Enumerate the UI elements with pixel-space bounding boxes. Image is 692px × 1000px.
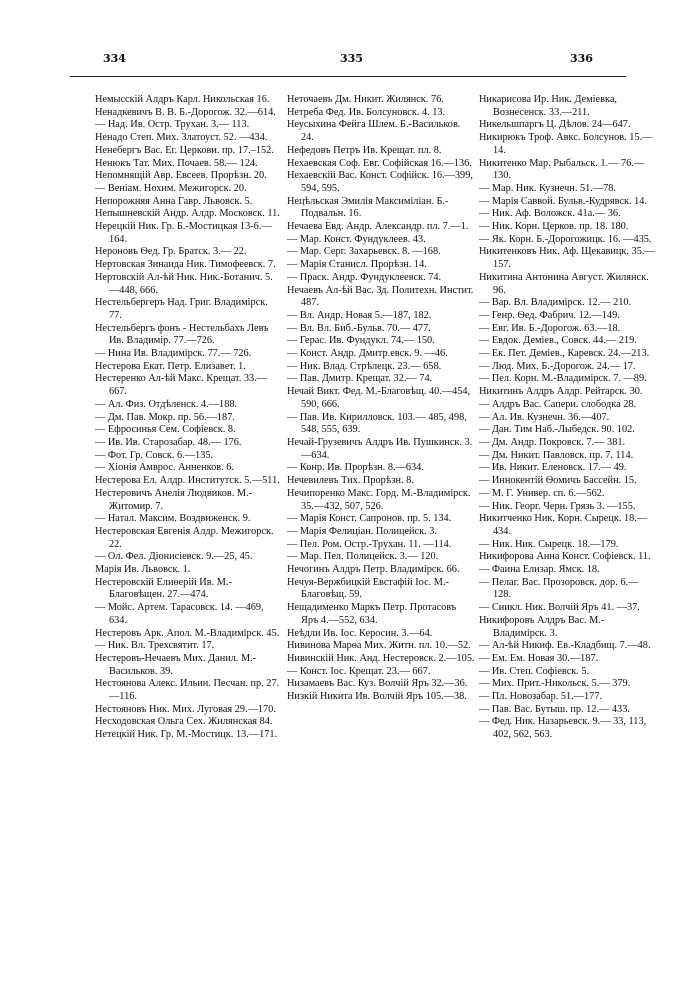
directory-entry: Нечай-Грузевичъ Алдръ Ив. Пушкинск. 3.—634. [287,436,473,461]
column-2 [287,94,475,704]
directory-entry: Нивинскій Ник. Анд. Нестеровск. 2.—105. [287,652,475,664]
directory-entry: Ненадкевичъ В. В. Б.-Дорогож. 32.—614. [95,106,276,118]
directory-entry: Нертовскій Ал-ѣй Ник. Ник.-Ботанич. 5.—448, 666. [95,271,273,296]
directory-entry: — Марія Фелиціан. Полицейск. 3. [287,525,438,537]
directory-entry: Неусыхина Фейга Шлем. Б.-Васильков. 24. [287,119,461,144]
directory-entry: — Ник. Вл. Трехсвятит. 17. [95,640,215,652]
directory-entry: Нертовская Зинаида Ник. Тимофеевск. 7. [95,259,276,271]
directory-entry: — Дан. Тим Наб.-Лыбедск. 90. 102. [479,424,635,436]
directory-entry: Нестеровъ Арк. Апол. М.-Владимірск. 45. [95,627,280,639]
directory-entry: — Иннокентій Ѳомичъ Бассейн. 15. [479,475,637,487]
directory-entry: — Сиикл. Ник. Волчій Яръ 41. —37. [479,602,640,614]
directory-entry: Нещадименко Маркъ Петр. Протасовъ Яръ 4.—552, 634. [287,602,457,626]
directory-entry: Нечаева Евд. Андр. Александр. пл. 7.—1. [287,221,469,233]
directory-entry: — Люд. Мих. Б.-Дорогож. 24.— 17. [479,360,636,372]
directory-entry: Нечаевъ Ал-ѣй Вас. Зд. Политехн. Инстит. 487. [287,284,474,309]
directory-entry: — Ол. Фел. Діонисіевск. 9.—25, 45. [95,551,253,563]
directory-entry: — Нина Ив. Владимірск. 77.— 726. [95,348,252,360]
directory-entry: — Праск. Андр. Фундуклеевск. 74. [287,271,442,283]
directory-entry: Никифорова Анна Конст. Софіевск. 11. [479,551,651,563]
directory-entry: Непышневскій Андр. Алдр. Московск. 11. [95,208,280,220]
directory-entry: — Пав. Вас. Бутыш. пр. 12.— 433. [479,703,630,715]
directory-entry: Непорожняя Анна Гавр. Львовск. 5. [95,195,253,207]
page-number-left: 334 [103,52,126,65]
directory-entry: Никирюкъ Троф. Авкс. Болсунов. 15.—14. [479,132,653,156]
directory-entry: Нечипоренко Макс. Горд. М.-Владимірск. 35.—432, 507, 526. [287,487,471,512]
directory-entry: Нестояновъ Ник. Мих. Луговая 29.—170. [95,703,276,715]
directory-entry: Нефедовъ Петръ Ив. Крещат. пл. 8. [287,144,442,156]
directory-entry: Ненебергъ Вас. Ег. Церкови. пр. 17.–152. [95,144,274,156]
directory-entry: Нехаевская Соф. Евг. Софійская 16.—136. [287,157,472,169]
directory-entry: — М. Г. Универ. сп. 6.—562. [479,487,605,499]
directory-entry: — Евдок. Деміев., Совск. 44.— 219. [479,335,637,347]
directory-entry: — Дм. Никит. Павловск. пр. 7. 114. [479,449,634,461]
directory-entry: — Ек. Пет. Деміев., Каревск. 24.—213. [479,348,650,360]
directory-entry: — Марія Станисл. Прорѣзн. 14. [287,259,427,271]
directory-entry: Никитенковъ Ник. Аф. Щекавицк. 35.—157. [479,246,655,271]
directory-entry: Нестеровичъ Анелія Людвиков. М.-Житомир. 7. [95,487,253,512]
directory-entry: — Пелаг. Вас. Прозоровск. дор. 6.—128. [479,576,639,601]
directory-entry: — Вл. Андр. Новая 5.—187, 182. [287,309,432,321]
directory-entry: Низамаевъ Вас. Куз. Волчій Яръ 32.—36. [287,678,468,690]
directory-entry: Непомнящій Авр. Евсеев. Прорѣзн. 20. [95,170,267,182]
directory-entry: Никитенко Мар. Рыбальск. 1.— 76.—130. [479,157,645,182]
column-3 [479,94,655,742]
directory-entry: — Конст. Андр. Дмитр.евск. 9. —46. [287,348,448,360]
directory-entry: — Ал-ѣй Никиф. Ев.-Кладбищ. 7.—48. [479,640,651,652]
directory-entry: — Дм. Андр. Покровск. 7.— 381. [479,436,626,448]
directory-entry: Нестеровскій Елиѳерій Ив. М.-Благовѣщен. 27.—474. [95,576,232,601]
directory-entry: — Над. Ив. Остр. Трухан. 3.— 113. [95,119,250,131]
directory-entry: — Ал. Физ. Отдѣленск. 4.—188. [95,398,238,410]
directory-entry: Никитинъ Алдръ Алдр. Рейтарск. 30. [479,386,643,398]
directory-entry: Ненадо Степ. Мих. Златоуст. 52. —434. [95,132,268,144]
directory-entry: Нечай Викт. Фед. М.-Благовѣщ. 40.—454, 590, 666. [287,386,471,410]
page-number-right: 336 [570,52,593,65]
directory-entry: Нечевилевъ Тих. Прорѣзн. 8. [287,475,414,487]
directory-entry: — Ник. Аф. Воложск. 41а.— 36. [479,208,621,220]
directory-entry: — Марія Конст. Сапронов. пр. 5. 134. [287,513,452,525]
directory-entry: Нецѣльская Эмилія Максиміліан. Б.-Подвальн. 16. [287,195,449,220]
directory-entry: — Фаина Елизар. Ямск. 18. [479,564,600,576]
directory-entry: Никарисова Ир. Ник. Деміевка, Вознесенск. 33.—211. [479,94,617,118]
directory-entry: — Пав. Ив. Кирилловск. 103.— 485, 498, 548, 555, 639. [287,411,467,436]
directory-entry: — Мих. Прит.-Никольск. 5.— 379. [479,678,631,690]
directory-entry: Неѣдли Ив. Іос. Керосин. 3.—64. [287,627,433,639]
directory-entry: — Фот. Гр. Совск. 6.—135. [95,449,214,461]
directory-entry: — Герас. Ив. Фундукл. 74.— 150. [287,335,435,347]
directory-entry: — Ем. Ем. Новая 30.—187. [479,652,599,664]
directory-entry: — Мойс. Артем. Тарасовск. 14. —469, 634. [95,602,264,626]
directory-entry: — Алдръ Вас. Сапери. слободка 28. [479,398,637,410]
directory-entry: — Мар. Пел. Полицейск. 3.— 120. [287,551,439,563]
column-1 [95,94,283,742]
directory-entry: — Фед. Ник. Назарьевск. 9.— 33, 113, 402, 562, 563. [479,716,647,741]
page-number-center: 335 [340,52,363,65]
directory-entry: Никитина Антонина Август. Жилянск. 96. [479,271,649,296]
directory-entry: — Мар. Серг. Захарьевск. 8. —168. [287,246,441,258]
directory-entry: — Ник. Корн. Церков. пр. 18. 180. [479,221,629,233]
directory-entry: Нерецкій Ник. Гр. Б.-Мостицкая 13-6.—164. [95,221,272,245]
directory-entry: — Евг. Ив. Б.-Дорогож. 63.—18. [479,322,621,334]
directory-entry: Ненюкъ Тат. Мих. Почаев. 58.— 124. [95,157,258,169]
directory-entry: Несходовская Ольга Сех. Жилянская 84. [95,716,273,728]
directory-entry: — Ник. Влад. Стрѣлецк. 23.— 658. [287,360,442,372]
directory-entry: — Ив. Ив. Старозабар. 48.— 176. [95,436,242,448]
directory-entry: Нечогинъ Алдръ Петр. Владимірск. 66. [287,564,460,576]
directory-entry: Нетреба Фед. Ив. Болсуновск. 4. 13. [287,106,446,118]
directory-entry: Марія Ив. Львовск. 1. [95,564,191,576]
directory-entry: Немысскій Алдръ Карл. Никольская 16. [95,94,270,105]
directory-entry: — Пл. Новозабар. 51.—177. [479,691,603,703]
directory-entry: Нероновъ Ѳед. Гр. Братск. 3.— 22. [95,246,247,258]
directory-entry: — Ефросинья Сем. Софіевск. 8. [95,424,236,436]
directory-entry: — Мар. Конст. Фундуклеев. 43. [287,233,426,245]
directory-entry: Нестерова Екат. Петр. Елизавет. 1. [95,360,246,372]
directory-entry: — Ив. Никит. Еленовск. 17.— 49. [479,462,627,474]
directory-entry: — Вл. Вл. Биб.-Бульв. 70.— 477. [287,322,431,334]
directory-entry: — Хіонія Амврос. Анненков. 6. [95,462,234,474]
directory-entry: Нестеровская Евгенія Алдр. Межигорск. 22. [95,525,274,550]
directory-entry: — Марія Саввой. Бульв.-Кудрявск. 14. [479,195,647,207]
directory-entry: Нечуя-Вержбицкій Евстафій Іос. М.-Благовѣщ. 59. [287,576,449,601]
directory-entry: — Дм. Пав. Мокр. пр. 56.—187. [95,411,235,423]
header-rule [70,76,626,77]
directory-entry: Низкій Никита Ив. Волчій Яръ 105.—38. [287,691,467,703]
directory-entry: Нестерова Ел. Алдр. Институтск. 5.—511. [95,475,280,487]
directory-entry: — Ал. Ив. Кузнечн. 36.—407. [479,411,610,423]
directory-entry: — Пел. Ром. Остр.-Трухан. 11. —114. [287,538,452,550]
directory-entry: Нетецкій Ник. Гр. М.-Мостицк. 13.—171. [95,729,278,741]
directory-entry: — Генр. Ѳед. Фабрич. 12.—149. [479,309,620,321]
directory-entry: — Ник. Ник. Сырецк. 18.—179. [479,538,619,550]
directory-entry: — Мар. Ник. Кузнечн. 51.—78. [479,182,617,194]
directory-entry: — Конр. Ив. Прорѣзн. 8.—634. [287,462,424,474]
directory-entry: — Вар. Вл. Владимірск. 12.— 210. [479,297,632,309]
directory-entry: — Пав. Дмитр. Крещат. 32.— 74. [287,373,433,385]
directory-entry: — Пел. Корн. М.-Владимірск. 7. —89. [479,373,647,385]
directory-entry: Неточаевъ Дм. Никит. Жилянск. 76. [287,94,444,105]
directory-entry: — Ив. Степ. Софіевск. 5. [479,665,590,677]
directory-entry: Никитченко Ник. Корн. Сырецк. 18.—434. [479,513,648,537]
directory-entry: Нестеровъ-Нечаевъ Мих. Данил. М.-Васильков. 39. [95,652,257,677]
directory-entry: Нестеренко Ал-ѣй Макс. Крещат. 33.—667. [95,373,268,398]
directory-entry: Никифоровъ Алдръ Вас. М.-Владимірск. 3. [479,614,605,639]
directory-entry: — Як. Корн. Б.-Дорогожицк. 16. —435. [479,233,652,245]
directory-entry: Нивинова Марѳа Мих. Житн. пл. 10.—52. [287,640,471,652]
directory-entry: — Ник. Георг. Черн. Грязь 3. —155. [479,500,636,512]
directory-entry: — Натал. Максим. Воздвиженск. 9. [95,513,251,525]
directory-entry: Нехаевскій Вас. Конст. Софійск. 16.—399, 594, 595. [287,170,473,194]
directory-entry: Нестельбергъ фонъ - Нестельбахъ Левъ Ив. Владимір. 77.—726. [95,322,269,347]
directory-entry: — Веніам. Нохим. Межигорск. 20. [95,182,247,194]
directory-entry: Нестельбергеръ Над. Григ. Владимірск. 77. [95,297,268,321]
directory-entry: — Конст. Іос. Крещат. 23.— 667. [287,665,431,677]
directory-entry: Никельшпаргъ Ц. Дѣлов. 24—647. [479,119,631,131]
directory-entry: Нестоянова Алекс. Ильин. Песчан. пр. 27.—116. [95,678,280,703]
